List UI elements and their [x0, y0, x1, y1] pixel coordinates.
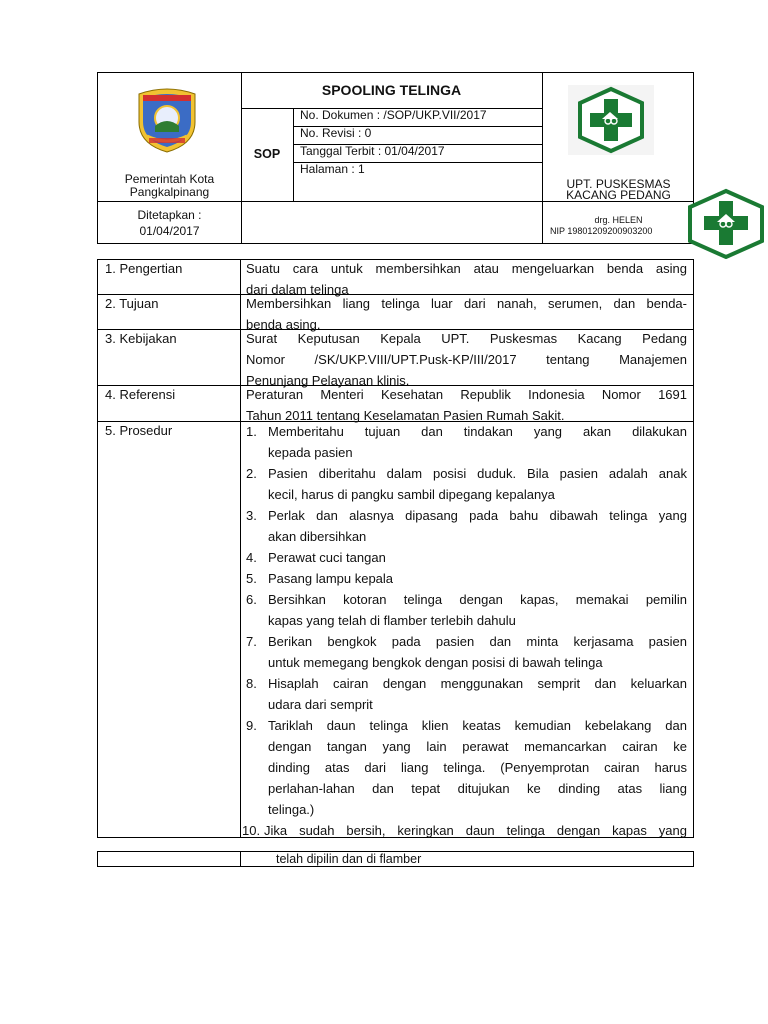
prosedur-step [246, 421, 687, 463]
step-line: Bersihkan kotoran telinga dengan kapas, memakai pemilin [268, 592, 687, 607]
step-number: 3. [246, 508, 257, 523]
section-label-pengertian: 1. Pengertian [105, 261, 183, 276]
prosedur-step [246, 547, 687, 568]
prosedur-step [242, 820, 687, 841]
prosedur-step [246, 463, 687, 505]
puskesmas-logo-icon [568, 85, 654, 155]
issue-date: Tanggal Terbit : 01/04/2017 [300, 144, 445, 158]
prosedur-step [246, 505, 687, 547]
step-line: akan dibersihkan [268, 529, 367, 544]
step-number: 6. [246, 592, 257, 607]
kebijakan-line: Nomor /SK/UKP.VIII/UPT.Pusk-KP/III/2017 tentang Manajemen [246, 352, 687, 367]
gov-name-line2: Pangkalpinang [129, 185, 210, 199]
prosedur-step [246, 568, 687, 589]
established-label: Ditetapkan : [137, 208, 202, 222]
doc-number: No. Dokumen : /SOP/UKP.VII/2017 [300, 108, 487, 122]
org-name-line1: UPT. PUSKESMAS [566, 177, 671, 191]
signer-nip: NIP 19801209200903200 [550, 226, 653, 236]
step-line: Hisaplah cairan dengan menggunakan semprit dan keluarkan [268, 676, 687, 691]
prosedur-step [246, 589, 687, 631]
step-number: 1. [246, 424, 257, 439]
section-label-prosedur: 5. Prosedur [105, 423, 173, 438]
step-number: 8. [246, 676, 257, 691]
referensi-line: Tahun 2011 tentang Keselamatan Pasien Rumah Sakit. [246, 408, 565, 423]
prosedur-step [246, 673, 687, 715]
sop-label: SOP [253, 147, 281, 161]
established-date: 01/04/2017 [139, 224, 200, 238]
signer-name: drg. HELEN [594, 215, 643, 225]
step-line: dinding atas dari liang telinga. (Penyemprotan cairan harus [268, 760, 687, 775]
step-line: Berikan bengkok pada pasien dan minta kerjasama pasien [268, 634, 687, 649]
step-line: Memberitahu tujuan dan tindakan yang akan dilakukan [268, 424, 687, 439]
referensi-line: Peraturan Menteri Kesehatan Republik Indonesia Nomor 1691 [246, 387, 687, 402]
step-line: Tariklah daun telinga klien keatas kemudian kebelakang dan [268, 718, 687, 733]
step-number: 9. [246, 718, 257, 733]
step-line: kapas yang telah di flamber terlebih dahulu [268, 613, 516, 628]
step-line: Jika sudah bersih, keringkan daun telinga dengan kapas yang [264, 823, 687, 838]
prosedur-step [246, 715, 687, 820]
step-line: dengan tangan yang lain perawat memancarkan cairan ke [268, 739, 687, 754]
section-label-kebijakan: 3. Kebijakan [105, 331, 177, 346]
prosedur-step [246, 631, 687, 673]
prosedur-steps [242, 421, 687, 841]
tujuan-line: Membersihkan liang telinga luar dari nanah, serumen, dan benda- [246, 296, 687, 311]
revision-number: No. Revisi : 0 [300, 126, 372, 140]
step-line: Perawat cuci tangan [268, 550, 386, 565]
kebijakan-line: Penunjang Pelayanan klinis. [246, 373, 410, 388]
puskesmas-logo-overlay-icon [684, 187, 768, 259]
step-line: telinga.) [268, 802, 315, 817]
step-line: Pasang lampu kepala [268, 571, 394, 586]
section-kebijakan-text [246, 328, 687, 391]
pengertian-line: Suatu cara untuk membersihkan atau mengeluarkan benda asing [246, 261, 687, 276]
step-line: perlahan-lahan dan tepat ditujukan ke dinding atas liang [268, 781, 687, 796]
sop-content-table [97, 259, 694, 838]
section-label-referensi: 4. Referensi [105, 387, 176, 402]
org-name-line2: KACANG PEDANG [566, 188, 671, 202]
step-number: 2. [246, 466, 257, 481]
section-label-tujuan: 2. Tujuan [105, 296, 159, 311]
page-title: SPOOLING TELINGA [321, 82, 462, 98]
continuation-text: telah dipilin dan di flamber [276, 852, 422, 866]
pengertian-line: dari dalam telinga [246, 282, 349, 297]
step-line: kepada pasien [268, 445, 353, 460]
gov-name-line1: Pemerintah Kota [124, 172, 215, 186]
step-line: Pasien diberitahu dalam posisi duduk. Bila pasien adalah anak [268, 466, 687, 481]
continuation-table [97, 851, 694, 867]
step-number: 10. [242, 823, 261, 838]
step-line: Perlak dan alasnya dipasang pada bahu dibawah telinga yang [268, 508, 687, 523]
step-line: udara dari semprit [268, 697, 373, 712]
step-number: 4. [246, 550, 257, 565]
pangkalpinang-crest-icon [133, 86, 201, 154]
step-line: untuk memegang bengkok dengan posisi di bawah telinga [268, 655, 603, 670]
kebijakan-line: Surat Keputusan Kepala UPT. Puskesmas Kacang Pedang [246, 331, 687, 346]
section-referensi-text [246, 384, 687, 426]
step-number: 7. [246, 634, 257, 649]
step-line: kecil, harus di pangku sambil dipegang kepalanya [268, 487, 555, 502]
header-box [97, 72, 694, 244]
tujuan-line: benda asing. [246, 317, 321, 332]
step-number: 5. [246, 571, 257, 586]
page-number: Halaman : 1 [300, 162, 365, 176]
